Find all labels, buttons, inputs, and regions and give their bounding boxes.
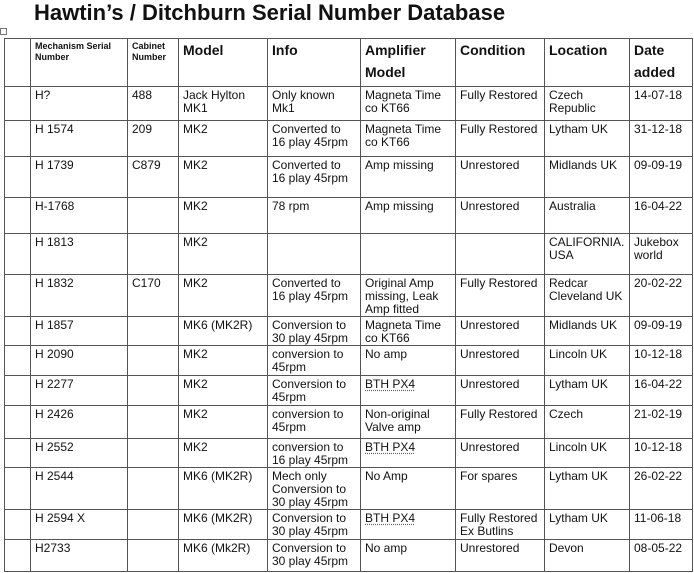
cell-serial: H 2544 [31,468,128,510]
cell-cabinet: C879 [128,157,179,198]
cell-date: 08-05-22 [630,540,693,572]
cell-cabinet [128,317,179,346]
cell-location: Lytham UK [545,468,630,510]
cell-date: 09-09-19 [630,157,693,198]
row-margin-cell [5,275,31,317]
cell-info: Conversion to 30 play 45rpm [268,317,361,346]
document-title: Hawtin’s / Ditchburn Serial Number Database [34,0,506,25]
cell-cabinet [128,468,179,510]
column-header-date: Date added [630,39,693,87]
cell-amp: No amp [361,346,456,376]
cell-date: 20-02-22 [630,275,693,317]
column-header-amp: Amplifier Model [361,39,456,87]
cell-date: 16-04-22 [630,376,693,406]
cell-info: conversion to 45rpm [268,406,361,439]
cell-date: 26-02-22 [630,468,693,510]
column-header-serial: Mechanism Serial Number [31,39,128,87]
cell-info: conversion to 45rpm [268,346,361,376]
row-margin-cell [5,87,31,121]
cell-cabinet: 488 [128,87,179,121]
cell-location: Czech [545,406,630,439]
cell-location: Redcar Cleveland UK [545,275,630,317]
table-row [5,468,693,510]
table-row [5,234,693,275]
cell-amp: Amp missing [361,157,456,198]
cell-serial: H 2594 X [31,510,128,540]
cell-cabinet [128,439,179,468]
cell-cabinet [128,346,179,376]
table-row [5,157,693,198]
cell-cabinet [128,376,179,406]
cell-serial: H2733 [31,540,128,572]
cell-condition: Unrestored [456,376,545,406]
table-header-row [5,39,693,87]
cell-info: Conversion to 45rpm [268,376,361,406]
row-margin-cell [5,317,31,346]
cell-amp: No amp [361,540,456,572]
cell-date: 21-02-19 [630,406,693,439]
cell-serial: H 1832 [31,275,128,317]
cell-info [268,234,361,275]
cell-serial: H 2552 [31,439,128,468]
table-row [5,317,693,346]
cell-amp: Original Amp missing, Leak Amp fitted [361,275,456,317]
column-header-condition: Condition [456,39,545,87]
cell-location: CALIFORNIA. USA [545,234,630,275]
cell-cabinet: 209 [128,121,179,157]
cell-info: Converted to 16 play 45rpm [268,275,361,317]
cell-info: Conversion to 30 play 45rpm [268,540,361,572]
cell-location: Lytham UK [545,376,630,406]
cell-model: MK2 [179,376,268,406]
cell-model: MK2 [179,275,268,317]
cell-amp: Magneta Time co KT66 [361,317,456,346]
cell-location: Lytham UK [545,510,630,540]
cell-model: MK6 (MK2R) [179,317,268,346]
cell-date: 16-04-22 [630,198,693,234]
row-margin-cell [5,198,31,234]
table-row [5,376,693,406]
cell-amp: Magneta Time co KT66 [361,87,456,121]
cell-amp: Non-original Valve amp [361,406,456,439]
row-margin-cell [5,376,31,406]
cell-location: Devon [545,540,630,572]
cell-amp: No Amp [361,468,456,510]
cell-model: MK6 (MK2R) [179,510,268,540]
table-move-handle-icon[interactable] [0,28,7,35]
column-header-cabinet: Cabinet Number [128,39,179,87]
cell-cabinet [128,406,179,439]
table-row [5,439,693,468]
cell-model: MK6 (MK2R) [179,468,268,510]
cell-date: 14-07-18 [630,87,693,121]
cell-serial: H? [31,87,128,121]
cell-location: Czech Republic [545,87,630,121]
cell-location: Lincoln UK [545,346,630,376]
cell-serial: H 2090 [31,346,128,376]
cell-info: Converted to 16 play 45rpm [268,157,361,198]
cell-date: 09-09-19 [630,317,693,346]
table-row [5,198,693,234]
column-header-location: Location [545,39,630,87]
cell-info: conversion to 16 play 45rpm [268,439,361,468]
row-margin-cell [5,234,31,275]
table-row [5,121,693,157]
cell-model: MK2 [179,439,268,468]
cell-condition [456,234,545,275]
cell-amp [361,234,456,275]
cell-location: Lincoln UK [545,439,630,468]
cell-model: MK2 [179,234,268,275]
row-margin-cell [5,157,31,198]
cell-location: Australia [545,198,630,234]
cell-amp: BTH PX4 [361,510,456,540]
row-margin-cell [5,468,31,510]
cell-serial: H 1813 [31,234,128,275]
cell-cabinet [128,510,179,540]
cell-date: 10-12-18 [630,346,693,376]
cell-condition: Unrestored [456,346,545,376]
cell-date: 11-06-18 [630,510,693,540]
cell-info: Conversion to 30 play 45rpm [268,510,361,540]
cell-condition: Fully Restored [456,275,545,317]
cell-condition: For spares [456,468,545,510]
cell-condition: Fully Restored [456,121,545,157]
cell-condition: Unrestored [456,317,545,346]
cell-info: Only known Mk1 [268,87,361,121]
cell-condition: Fully Restored Ex Butlins [456,510,545,540]
row-margin-cell [5,121,31,157]
cell-date: 10-12-18 [630,439,693,468]
serial-number-table [4,38,693,572]
cell-serial: H 1857 [31,317,128,346]
table-row [5,540,693,572]
cell-amp: Amp missing [361,198,456,234]
table-row [5,87,693,121]
cell-date: Jukebox world [630,234,693,275]
cell-amp: BTH PX4 [361,439,456,468]
row-margin-cell [5,406,31,439]
cell-condition: Unrestored [456,198,545,234]
cell-date: 31-12-18 [630,121,693,157]
cell-model: MK2 [179,121,268,157]
cell-condition: Unrestored [456,157,545,198]
table-row [5,510,693,540]
cell-cabinet: C170 [128,275,179,317]
cell-serial: H 2426 [31,406,128,439]
cell-info: Converted to 16 play 45rpm [268,121,361,157]
table-row [5,406,693,439]
cell-serial: H 1574 [31,121,128,157]
cell-cabinet [128,198,179,234]
cell-condition: Fully Restored [456,406,545,439]
row-margin-cell [5,510,31,540]
cell-model: MK2 [179,198,268,234]
row-margin-cell [5,439,31,468]
cell-model: MK2 [179,157,268,198]
column-header-model: Model [179,39,268,87]
row-margin-cell [5,39,31,87]
cell-cabinet [128,540,179,572]
cell-serial: H 1739 [31,157,128,198]
cell-model: MK2 [179,406,268,439]
cell-serial: H-1768 [31,198,128,234]
cell-location: Midlands UK [545,157,630,198]
cell-info: 78 rpm [268,198,361,234]
cell-model: MK6 (Mk2R) [179,540,268,572]
cell-model: Jack Hylton MK1 [179,87,268,121]
row-margin-cell [5,540,31,572]
cell-location: Midlands UK [545,317,630,346]
cell-condition: Unrestored [456,439,545,468]
table-row [5,275,693,317]
cell-condition: Fully Restored [456,87,545,121]
cell-condition: Unrestored [456,540,545,572]
cell-amp: BTH PX4 [361,376,456,406]
cell-model: MK2 [179,346,268,376]
table-row [5,346,693,376]
row-margin-cell [5,346,31,376]
cell-cabinet [128,234,179,275]
cell-info: Mech only Conversion to 30 play 45rpm [268,468,361,510]
cell-serial: H 2277 [31,376,128,406]
cell-location: Lytham UK [545,121,630,157]
cell-amp: Magneta Time co KT66 [361,121,456,157]
column-header-info: Info [268,39,361,87]
